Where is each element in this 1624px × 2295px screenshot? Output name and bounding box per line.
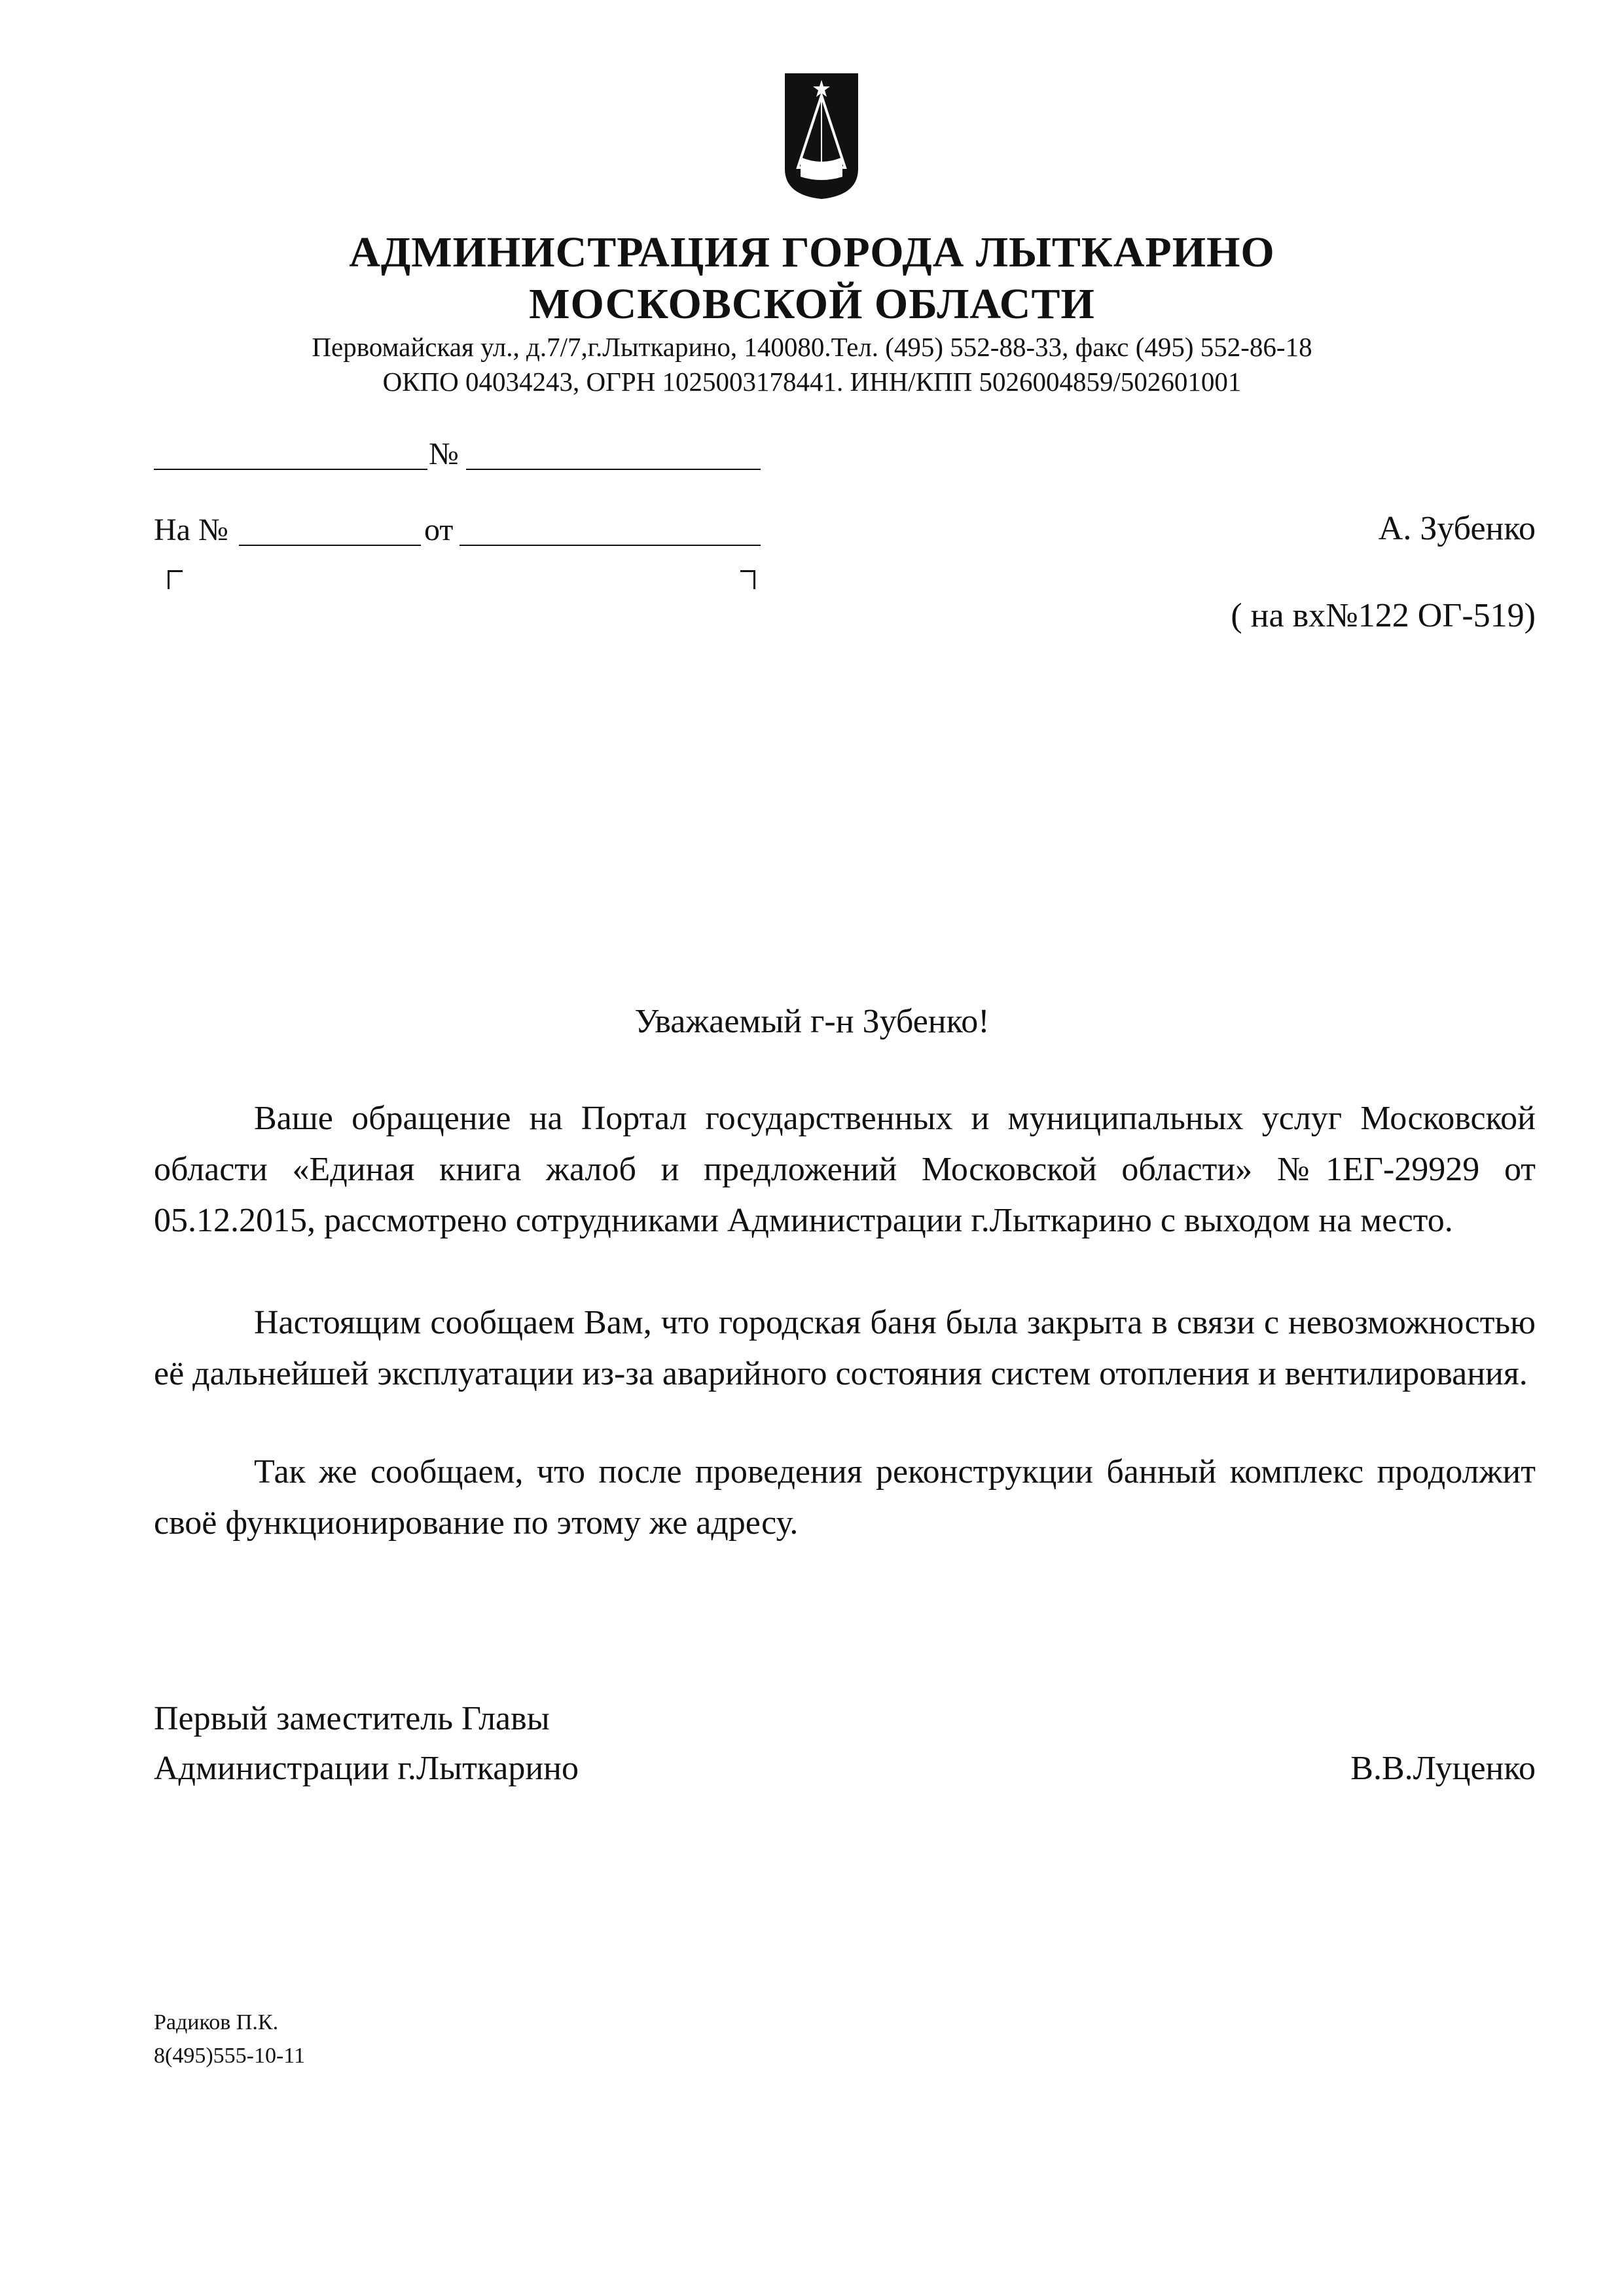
- organization-name-line1: АДМИНИСТРАЦИЯ ГОРОДА ЛЫТКАРИНО: [349, 228, 1275, 276]
- signer-position-line2: Администрации г.Лыткарино: [154, 1750, 579, 1787]
- address-corner-left: [168, 570, 183, 589]
- reply-date-line: [460, 545, 761, 546]
- reply-from-label: от: [424, 513, 454, 547]
- paragraph-text: Настоящим сообщаем Вам, что городская баня была закрыта в связи с невозможностью её дальнейшей эксплуатации из-за аварийного состояния систем отопления и вентилирования.: [154, 1304, 1536, 1392]
- signer-position-line1: Первый заместитель Главы: [154, 1700, 550, 1737]
- executor-phone: 8(495)555-10-11: [154, 2044, 306, 2068]
- executor-name: Радиков П.К.: [154, 2010, 279, 2034]
- recipient-name: А. Зубенко: [1378, 510, 1536, 547]
- paragraph-text: Ваше обращение на Портал государственных и муниципальных услуг Московской области «Единая книга жалоб и предложений Московской области» №1ЕГ-29929 от 05.12.2015, рассмотрено сотрудниками Администрации г.Лыткарино с выходом на место.: [154, 1100, 1536, 1239]
- body-paragraph-1: [154, 1093, 1536, 1246]
- address-corner-right: [740, 570, 755, 589]
- body-paragraph-3: [154, 1447, 1536, 1549]
- outgoing-number-sign: №: [429, 437, 459, 471]
- salutation: Уважаемый г-н Зубенко!: [634, 1003, 990, 1040]
- reply-number-line: [239, 545, 421, 546]
- city-coat-of-arms-icon: [782, 71, 861, 202]
- reply-number-label: На №: [154, 513, 228, 547]
- organization-name-line2: МОСКОВСКОЙ ОБЛАСТИ: [529, 280, 1095, 328]
- outgoing-date-line: [154, 469, 427, 470]
- organization-requisites: ОКПО 04034243, ОГРН 1025003178441. ИНН/КПП 5026004859/502601001: [382, 367, 1242, 397]
- outgoing-number-line: [466, 469, 761, 470]
- organization-address: Первомайская ул., д.7/7,г.Лыткарино, 140080.Тел. (495) 552-88-33, факс (495) 552-86-18: [312, 332, 1312, 362]
- body-paragraph-2: [154, 1297, 1536, 1400]
- incoming-reference: ( на вх№122 ОГ-519): [1231, 597, 1536, 634]
- paragraph-text: Так же сообщаем, что после проведения реконструкции банный комплекс продолжит своё функционирование по этому же адресу.: [154, 1453, 1536, 1542]
- signer-name: В.В.Луценко: [1350, 1750, 1536, 1787]
